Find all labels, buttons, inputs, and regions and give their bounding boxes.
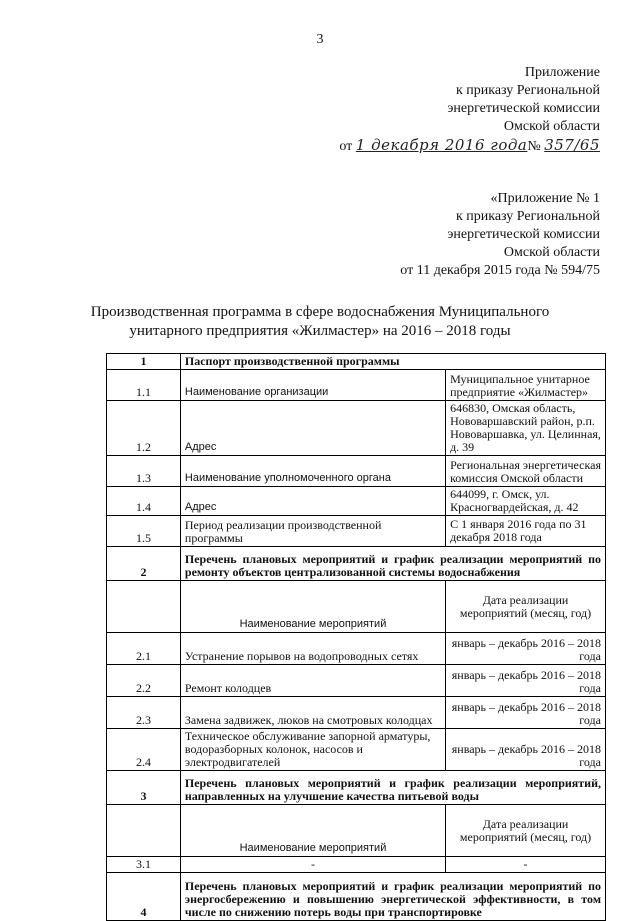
table-row (107, 633, 606, 665)
activity-name: - (180, 857, 445, 873)
section-title: Перечень плановых мероприятий и график реализации мероприятий, направленных на улучшение качества питьевой воды (180, 771, 605, 805)
header-activity-date: Дата реализации мероприятий (месяц, год) (446, 581, 606, 633)
row-number: 3.1 (107, 857, 181, 873)
appendix-line: энергетической комиссии (447, 227, 600, 242)
row-label: Наименование организации (180, 370, 445, 401)
row-label: Адрес (180, 401, 445, 456)
appendix-line: энергетической комиссии (447, 101, 600, 116)
title-line: Производственная программа в сфере водоснабжения Муниципального (90, 304, 550, 320)
section-number: 3 (107, 771, 181, 805)
activity-name: Техническое обслуживание запорной арматуры, водоразборных колонок, насосов и электродвигателей (180, 729, 445, 771)
appendix-line: к приказу Региональной (455, 209, 600, 224)
table-row (107, 516, 606, 547)
title-line: унитарного предприятия «Жилмастер» на 2016 – 2018 годы (129, 323, 511, 339)
row-number: 2.4 (107, 729, 181, 771)
header-empty-cell (107, 581, 181, 633)
row-value: Муниципальное унитарное предприятие «Жилмастер» (446, 370, 606, 401)
row-value: С 1 января 2016 года по 31 декабря 2018 года (446, 516, 606, 547)
row-number: 1.2 (107, 401, 181, 456)
table-row (107, 487, 606, 516)
appendix-line: Омской области (503, 245, 600, 260)
handwritten-date: 1 декабря 2016 года (355, 136, 528, 154)
table-row (107, 665, 606, 697)
section-row (107, 547, 606, 581)
row-value: Региональная энергетическая комиссия Омской области (446, 456, 606, 487)
row-number: 2.1 (107, 633, 181, 665)
order-date-line (339, 136, 600, 156)
appendix-order-block (339, 64, 600, 156)
appendix-line: Омской области (503, 119, 600, 134)
row-number: 1.5 (107, 516, 181, 547)
activity-name: Устранение порывов на водопроводных сетях (180, 633, 445, 665)
row-value: 646830, Омская область, Нововаршавский район, р.п. Нововаршавка, ул. Целинная, д. 39 (446, 401, 606, 456)
activity-date: январь – декабрь 2016 – 2018 года (446, 729, 606, 771)
appendix-line: от 11 декабря 2015 года № 594/75 (400, 263, 600, 278)
table-row (107, 857, 606, 873)
production-program-table (106, 353, 606, 921)
handwritten-number: 357/65 (544, 136, 600, 154)
activity-date: январь – декабрь 2016 – 2018 года (446, 665, 606, 697)
row-number: 1.3 (107, 456, 181, 487)
section-row (107, 771, 606, 805)
activity-name: Ремонт колодцев (180, 665, 445, 697)
table-row (107, 697, 606, 729)
row-label: Наименование уполномоченного органа (180, 456, 445, 487)
table-row (107, 370, 606, 401)
row-label: Адрес (180, 487, 445, 516)
appendix-line: к приказу Региональной (455, 83, 600, 98)
activity-name: Замена задвижек, люков на смотровых колодцах (180, 697, 445, 729)
section-title: Паспорт производственной программы (180, 354, 605, 370)
order-number-sign: № (527, 139, 541, 154)
row-label: Период реализации производственной программы (180, 516, 445, 547)
activity-date: январь – декабрь 2016 – 2018 года (446, 697, 606, 729)
header-empty-cell (107, 805, 181, 857)
header-activity-name: Наименование мероприятий (180, 805, 445, 857)
section-row (107, 873, 606, 921)
appendix-title: «Приложение № 1 (490, 191, 600, 206)
appendix-title: Приложение (524, 65, 600, 80)
row-number: 1.1 (107, 370, 181, 401)
section-title: Перечень плановых мероприятий и график реализации мероприятий по энергосбережению и повышению энергетической эффективности, в том числе по снижению потерь воды при транспортировке (180, 873, 605, 921)
table-row (107, 456, 606, 487)
row-value: 644099, г. Омск, ул. Красногвардейская, д. 42 (446, 487, 606, 516)
section-number: 1 (107, 354, 181, 370)
order-prefix: от (339, 139, 353, 154)
activity-date: январь – декабрь 2016 – 2018 года (446, 633, 606, 665)
activity-date: - (446, 857, 606, 873)
previous-appendix-block (400, 190, 600, 280)
table-row (107, 729, 606, 771)
header-activity-date: Дата реализации мероприятий (месяц, год) (446, 805, 606, 857)
section-number: 4 (107, 873, 181, 921)
row-number: 2.3 (107, 697, 181, 729)
column-header-row (107, 805, 606, 857)
row-number: 1.4 (107, 487, 181, 516)
section-title: Перечень плановых мероприятий и график реализации мероприятий по ремонту объектов централизованной системы водоснабжения (180, 547, 605, 581)
table-row (107, 401, 606, 456)
section-number: 2 (107, 547, 181, 581)
section-row (107, 354, 606, 370)
page-number: 3 (316, 32, 324, 47)
row-number: 2.2 (107, 665, 181, 697)
header-activity-name: Наименование мероприятий (180, 581, 445, 633)
column-header-row (107, 581, 606, 633)
document-title (0, 303, 640, 341)
